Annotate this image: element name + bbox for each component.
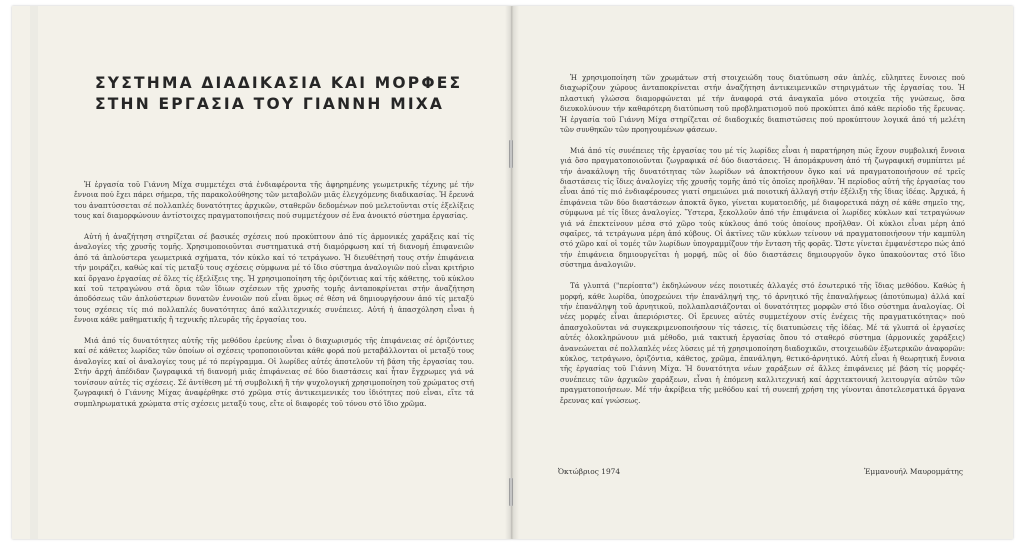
paragraph: Μιά ἀπό τίς συνέπειες τῆς ἐργασίας του μέ τίς λωρίδες εἶναι ἡ παρατήρηση πώς ἔχουν συμβολική ἔννοια γιά ὅσο πραγματοποιοῦνται ζωγραφικά σέ δύο διαστάσεις. Ἡ ἀπομάκρυνση ἀπό τή ζωγραφική συμπίπτει μέ τήν ἀνακάλυψη τῆς δυνατότητας τῶν λωρίδων νά ἀποκτήσουν ὄγκο καί νά πραγματοποιήσουν σέ τρεῖς διαστάσεις τίς ἴδιες ἀναλογίες τῆς χρυσῆς τομῆς ἀπό τίς ὁποῖες προῆλθαν. Ἡ περίοδος αὐτή τῆς ἐργασίας του εἶναι ἀπό τίς πιό ἐνδιαφέρουσες γιατί σημειώνει μιά ποιοτική ἀλλαγή στήν ἐξέλιξη τῆς ἴδιας ἰδέας. Ἀρχικά, ἡ ἐπιφάνεια τῶν δύο διαστάσεων ἀποκτᾶ ὄγκο, γίνεται κυματοειδής, μέ διαφορετικά πάχη σέ κάθε σημεῖο της, σύμφωνα μέ τίς ἴδιες ἀναλογίες. Ὕστερα, ξεκολλοῦν ἀπό τήν ἐπιφάνεια οἱ λωρίδες κύκλων καί τετραγώνων γιά νά ἐπεκτείνουν μέσα στό χῶρο τούς κύκλους ἀπό τούς ὁποίους προῆλθαν. Οἱ κύκλοι εἶναι μέρη ἀπό σφαῖρες, τά τετράγωνα μέρη ἀπό κύβους. Οἱ ἀκτῖνες τῶν κύκλων τείνουν νά πραγματοποιήσουν τήν καμπύλη στό χῶρο καί οἱ τομές τῶν λωρίδων ὑπογραμμίζουν τήν ἔνταση τῆς φορᾶς. Ὥστε γίνεται ἐμφανέστερο πώς ἀπό τήν ἐπιφάνεια δημιουργεῖται ἡ μορφή, πῶς οἱ δύο διαστάσεις δημιουργοῦν ὄγκο ὑπακούοντας στό ἴδιο σύστημα ἀναλογιῶν.	[560, 145, 965, 270]
paragraph: Τά γλυπτά ("περίοπτα") ἐκδηλώνουν νέες ποιοτικές ἀλλαγές στό ἐσωτερικό τῆς ἴδιας μεθόδου. Καθώς ἡ μορφή, κάθε λωρίδα, ὑποχρεώνει τήν ἐπανάληψή της, τό ἀρνητικό τῆς ἐπαναλήψεως (ἀποτύπωμα) ἀλλά καί τήν ἐπανάληψη τοῦ ἀρνητικοῦ, πολλαπλασιάζονται οἱ δυνατότητες μορφῶν στό ἴδιο σύστημα ἀναλογίας. Οἱ νέες μορφές εἶναι ἀπεριόριστες. Οἱ ἔρευνες αὐτές συμμετέχουν στίς ἐνέχεις τῆς πραγματικότητας» πού ἀπασχολοῦνται νά συγκεκριμενοποιήσουν τίς τάσεις, τίς διατυπώσεις τῆς ἰδέας. Μέ τά γλυπτά οἱ ἐργασίες αὐτές ὁλοκληρώνουν μιά μέθοδο, μιά τακτική ἐργασίας ὅπου τό σταθερό σύστημα (ἁρμονικές χαράξεις) ἀνανεώνεται σέ πολλαπλές νέες λύσεις μέ τή χρησιμοποίηση διαδοχικῶν, στοιχειωδῶν ἐξωτερικῶν ἀναφορῶν: κύκλος, τετράγωνο, ὁριζόντια, κάθετος, χρῶμα, ἐπανάληψη, θετικό-ἀρνητικό. Αὐτή εἶναι ἡ θεωρητική ἔννοια τῆς ἐργασίας τοῦ Γιάννη Μίχα. Ἡ δυνατότητα νέων χαράξεων σέ ἄλλες ἐπιφάνειες μέ βάση τίς μορφές-συνέπειες τῶν ἀρχικῶν χαράξεων, εἶναι ἡ ἑπόμενη καλλιτεχνική καί ἀρχιτεκτονική λειτουργία αὐτῶν τῶν πραγματοποιήσεων. Μέ τήν ἀκρίβεια τῆς μεθόδου καί τή συνεπή χρήση της γίνονται ἀποτελεσματικά ὄργανα ἔρευνας καί γνώσεως.	[560, 281, 965, 405]
title-line-1: ΣΥΣΤΗΜΑ ΔΙΑΔΙΚΑΣΙΑ ΚΑΙ ΜΟΡΦΕΣ	[95, 74, 463, 92]
paragraph: Αὐτή ἡ ἀναζήτηση στηρίζεται σέ βασικές σχέσεις πού προκύπτουν ἀπό τίς ἁρμονικές χαράξεις καί τίς ἀναλογίες τῆς χρυσῆς τομῆς. Χρησιμοποιοῦνται συστηματικά στή διαμόρφωση καί τή διανομή ἐπιφανειῶν ἀπό τά ἁπλούστερα γεωμετρικά σχήματα, τόν κύκλο καί τό τετράγωνο. Ἡ διευθέτησή τους στήν ἐπιφάνεια τήν μοιράζει, καθώς καί τίς μεταξύ τους σχέσεις σύμφωνα μέ τό ἴδιο σύστημα ἀναλογιῶν πού εἶναι κριτήριο καί ὄργανο ἐργασίας σέ ὅλες τίς ἐξελίξεις της. Ἡ χρησιμοποίηση τῆς ὁριζόντιας καί τῆς κάθετης, τοῦ κύκλου καί τοῦ τετραγώνου στά ὅρια τῶν ἴδιων σχέσεων τῆς χρυσῆς τομῆς ἀνταποκρίνεται στήν ἀναζήτηση ἀποδόσεως τῶν ἁπλούστερων δυνατῶν ἐννοιῶν πού εἶναι ὅμως σέ θέση νά δημιουργήσουν ἀπό τίς μεταξύ τους σχέσεις τίς πιό πολλαπλές δυνατότητες ἀπό καλλιτεχνικές συνέπειες. Αὐτή ἡ ἀπασχόληση εἶναι ἡ ἔννοια κάθε μαθηματικῆς ἤ τεχνικῆς πλευρᾶς τῆς ἐργασίας του.	[74, 232, 474, 325]
author-name: Ἐμμανουήλ Μαυρομμάτης	[864, 467, 963, 476]
title-line-2: ΣΤΗΝ ΕΡΓΑΣΙΑ ΤΟΥ ΓΙΑΝΝΗ ΜΙΧΑ	[95, 95, 445, 113]
staple-top	[509, 140, 513, 168]
page-edge-stripe	[30, 6, 38, 539]
paragraph: Μιά ἀπό τίς δυνατότητες αὐτῆς τῆς μεθόδου ἐρεύνης εἶναι ὁ διαχωρισμός τῆς ἐπιφάνειας σέ ὁριζόντιες καί σέ κάθετες λωρίδες τῶν ὁποίων οἱ σχέσεις τροποποιοῦνται κάθε φορά πού μεταβάλλονται οἱ μεταξύ τους ἀναλογίες καί οἱ ἀναλογίες τους μέ τό περίγραμμα. Οἱ λωρίδες αὐτές ἀποτελοῦν τή βάση τῆς ἐργασίας του. Στήν ἀρχή ἀπέδιδαν ζωγραφικά τή διανομή μιᾶς ἐπιφάνειας σέ δύο διαστάσεις καί ἦταν ἔγχρωμες γιά νά τονίσουν αὐτές τίς σχέσεις. Σέ ἀντίθεση μέ τή συμβολική ἤ τήν ψυχολογική χρησιμοποίηση τοῦ χρώματος στή ζωγραφική ὁ Γιάννης Μίχας ἀναφέρθηκε στό χρῶμα στίς ἀντικειμενικές του ἰδιότητες πού εἶναι, εἴτε τά συμπληρωματικά χρώματα στίς σχέσεις μεταξύ τους, εἴτε οἱ διαφορές τοῦ τόνου στό ἴδιο χρῶμα.	[74, 336, 474, 408]
paragraph: Ἡ ἐργασία τοῦ Γιάννη Μίχα συμμετέχει στά ἐνδιαφέροντα τῆς ἀφηρημένης γεωμετρικῆς τέχνης μέ τήν ἔννοια πού ἔχει πάρει σήμερα, τῆς παρακολούθησης τῶν μεταβολῶν μιᾶς ἐλεγχόμενης διαδικασίας. Ἡ ἔρευνά του ἀναπτύσσεται σέ πολλαπλές δυνατότητες ἀρχικῶν, σταθερῶν δεδομένων πού μελετοῦνται στίς ἐξελίξεις τους καί διαμορφώνουν ἀντίστοιχες πραγματοποιήσεις πού συμμετέχουν σέ ἕνα ἀνοικτό σύστημα ἐργασίας.	[74, 180, 474, 221]
paragraph: Ἡ χρησιμοποίηση τῶν χρωμάτων στή στοιχειώδη τους διατύπωση σάν ἁπλές, εὔληπτες ἔννοιες πού διαχωρίζουν χώρους ἀνταποκρίνεται στήν ἀναζήτηση ἀντικειμενικῶν στηριγμάτων τῆς ἐργασίας του. Ἡ πλαστική γλώσσα διαμορφώνεται μέ τήν ἀναφορά στά ἀναγκαῖα μόνο στοιχεῖα τῆς γνώσεως, ὅσα διευκολύνουν τήν καθαρότερη διατύπωση τοῦ προβληματισμοῦ πού προκύπτει ἀπό κάθε περίοδο τῆς ἔρευνας. Ἡ ἐργασία τοῦ Γιάννη Μίχα στηρίζεται σέ διαδοχικές διαπιστώσεις πού προκύπτουν λογικά ἀπό τή μελέτη τῶν συνθηκῶν τῶν προηγουμένων φάσεων.	[560, 73, 965, 135]
book-gutter	[505, 6, 519, 539]
staple-bottom	[509, 478, 513, 506]
page-title	[95, 73, 463, 115]
date: Ὀκτώβριος 1974	[558, 467, 621, 476]
right-page-body	[560, 73, 965, 416]
left-page-body	[74, 180, 474, 419]
